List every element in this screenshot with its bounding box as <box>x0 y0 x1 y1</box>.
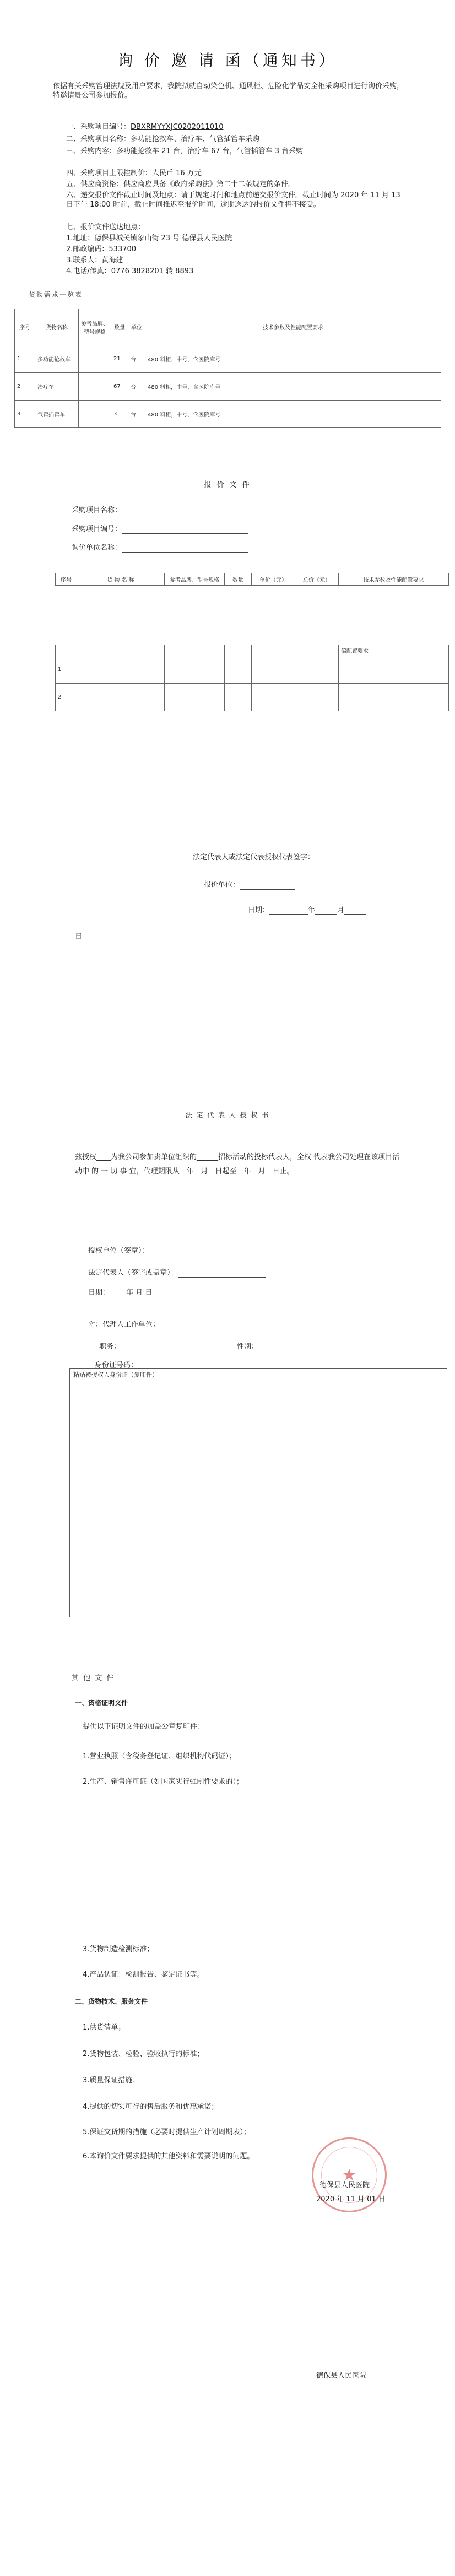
id-copy-label: 粘贴被授权人身份证（复印件） <box>73 1371 158 1378</box>
quote-table: 偏配置要求 1 2 <box>55 645 449 711</box>
list-item: 3.质量保证措施； <box>83 2076 140 2085</box>
demand-heading: 货物需求一览表 <box>29 291 83 299</box>
auth-paragraph: 兹授权____为我公司参加贵单位组织的______招标活动的投标代表人，全权 代表我公司处理在该项目活动中 的 一 切 事 宜，代理期限从__年__月__日起至__年__月__日止。 <box>75 1153 400 1176</box>
col-header: 技术参数及性能配置要求 <box>145 309 441 345</box>
col-header: 货物名称 <box>35 309 79 345</box>
list-item: 2.生产、销售许可证（如国家实行强制性要求的）； <box>83 1778 243 1786</box>
issuer-name: 德保县人民医院 <box>319 2181 370 2189</box>
list-item: 2.货物包装、检验、验收执行的标准； <box>83 2050 204 2058</box>
col-header: 参考品牌、型号规格 <box>79 309 111 345</box>
table-row: 1 多功能抢救车 21 台 480 料柜，中号，含医院库号 <box>15 345 441 373</box>
item-price-cap: 四、采购项目上限控制价：人民币 16 万元 <box>66 169 202 177</box>
quote-bidder: 询价单位名称： <box>72 543 248 553</box>
sign-bidder: 报价单位： <box>204 880 295 890</box>
qualification-intro: 提供以下证明文件的加盖公章复印件： <box>83 1723 205 1731</box>
section-qualification: 一、资格证明文件 <box>75 1699 128 1707</box>
seal-star-icon: ★ <box>321 2147 377 2203</box>
auth-date: 日期： 年 月 日 <box>88 1289 153 1297</box>
col-header: 数量 <box>111 309 128 345</box>
auth-heading: 法 定 代 表 人 授 权 书 <box>185 1111 270 1119</box>
list-item: 5.保证交货期的措施（必要时提供生产计划周期表）； <box>83 2128 251 2136</box>
other-heading: 其 他 文 件 <box>72 1674 115 1682</box>
col-header: 单位 <box>128 309 145 345</box>
id-copy-box <box>69 1368 447 1617</box>
list-item: 1.营业执照（含税务登记证、组织机构代码证）； <box>83 1752 236 1761</box>
auth-job: 职务： <box>99 1342 192 1351</box>
auth-gender: 性别： <box>237 1342 291 1351</box>
quote-heading: 报 价 文 件 <box>204 481 251 489</box>
item-project-name: 二、采购项目名称：多功能抢救车、治疗车、气管插管车采购 <box>66 135 260 143</box>
item-qualification: 五、供应商资格：供应商应具备《政府采购法》第二十二条规定的条件。 <box>66 180 296 188</box>
item-delivery: 七、报价文件送达地点： <box>66 223 145 231</box>
sign-date: 日期： 年 月 <box>248 906 366 915</box>
table-row: 1 <box>56 656 449 684</box>
auth-unit: 授权单位（签章）： <box>88 1246 237 1255</box>
list-item: 3.货物制造检测标准； <box>83 1945 154 1953</box>
item-phone: 4.电话/传真：0776 3828201 转 8893 <box>66 267 194 275</box>
table-row: 2 治疗车 67 台 480 料柜，中号，含医院库号 <box>15 373 441 401</box>
quote-table-header: 序号 货 物 名 称 参考品牌、型号规格 数量 单价（元） 总价（元） 技术参数及性能配置要求 <box>55 573 449 586</box>
table-row: 2 <box>56 684 449 711</box>
sign-day: 日 <box>75 933 83 941</box>
auth-agent-unit: 附：代理人工作单位： <box>88 1320 231 1329</box>
quote-project-name: 采购项目名称： <box>72 506 248 515</box>
col-header: 序号 <box>15 309 35 345</box>
footer-hospital: 德保县人民医院 <box>316 2372 367 2380</box>
item-contact: 3.联系人：黄海建 <box>66 256 123 264</box>
intro-paragraph: 依据有关采购管理法规及用户要求，我院拟就自动染色机、通风柜、危险化学品安全柜采购项目进行询价采购，特邀请贵公司参加报价。 <box>53 82 404 100</box>
item-content: 三、采购内容：多功能抢救车 21 台，治疗车 67 台，气管插管车 3 台采购 <box>66 147 304 155</box>
table-row: 3 气管插管车 3 台 480 料柜，中号，含医院库号 <box>15 401 441 428</box>
item-zip: 2.邮政编码：533700 <box>66 245 137 253</box>
item-address: 1.地址：德保县城关镇象山街 23 号 德保县人民医院 <box>66 234 232 242</box>
sign-rep: 法定代表人或法定代表授权代表签字： <box>193 853 337 862</box>
page-title: 询 价 邀 请 函（通知书） <box>117 51 338 69</box>
issue-date: 2020 年 11 月 01 日 <box>316 2195 386 2204</box>
item-deadline: 六、递交报价文件截止时间及地点：请于规定时间和地点前递交报价文件。截止时间为 2020 年 11 月 13 日下午 18:00 时前，截止时间推迟至报价时间，逾期送达的报价文件将不接受。 <box>66 191 400 209</box>
demand-table <box>14 309 441 428</box>
item-project-no: 一、采购项目编号：DBXRMYYXJC0202011010 <box>66 123 224 131</box>
auth-id: 身份证号码： <box>95 1361 138 1370</box>
list-item: 6.本询价文件要求提供的其他资料和需要说明的问题。 <box>83 2152 254 2161</box>
quote-project-no: 采购项目编号： <box>72 524 248 534</box>
list-item: 4.提供的切实可行的售后服务和优惠承诺； <box>83 2103 219 2111</box>
auth-rep: 法定代表人（签字或盖章）： <box>88 1268 266 1278</box>
list-item: 1.供货清单； <box>83 2023 126 2032</box>
list-item: 4.产品认证：检测报告、鉴定证书等。 <box>83 1971 204 1979</box>
section-technical: 二、货物技术、服务文件 <box>75 1998 148 2005</box>
